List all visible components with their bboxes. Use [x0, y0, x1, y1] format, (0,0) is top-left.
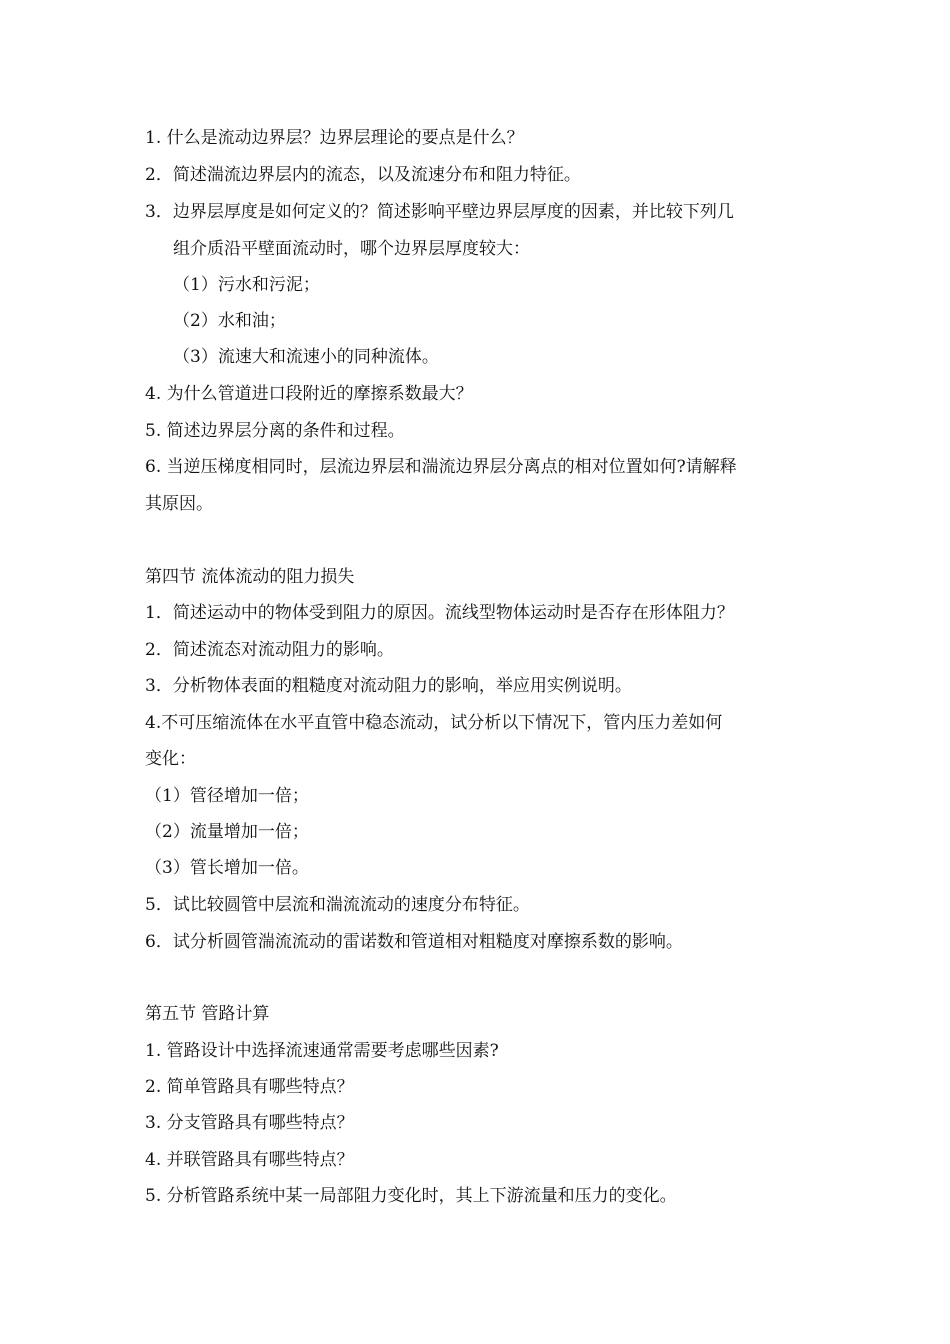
question-6: 6. 当逆压梯度相同时，层流边界层和湍流边界层分离点的相对位置如何?请解释 — [145, 457, 737, 477]
question-5: 5. 简述边界层分离的条件和过程。 — [145, 421, 405, 441]
question-2: 2．简述湍流边界层内的流态，以及流速分布和阻力特征。 — [145, 165, 581, 185]
s4-question-6: 6．试分析圆管湍流流动的雷诺数和管道相对粗糙度对摩擦系数的影响。 — [145, 932, 683, 952]
section-5-title: 第五节 管路计算 — [145, 1004, 270, 1024]
section-4-title: 第四节 流体流动的阻力损失 — [145, 567, 355, 587]
s4-question-4-option-3: （3）管长增加一倍。 — [145, 858, 309, 878]
s4-question-4: 4.不可压缩流体在水平直管中稳态流动，试分析以下情况下，管内压力差如何 — [145, 713, 723, 733]
s5-question-3: 3. 分支管路具有哪些特点？ — [145, 1113, 354, 1133]
question-3-option-3: （3）流速大和流速小的同种流体。 — [173, 347, 439, 367]
question-6-continued: 其原因。 — [145, 494, 213, 514]
question-1: 1. 什么是流动边界层？边界层理论的要点是什么？ — [145, 128, 524, 148]
question-3-option-1: （1）污水和污泥； — [173, 275, 320, 295]
s5-question-4: 4. 并联管路具有哪些特点？ — [145, 1150, 354, 1170]
question-3: 3．边界层厚度是如何定义的？简述影响平壁边界层厚度的因素，并比较下列几 — [145, 202, 734, 222]
s4-question-2: 2．简述流态对流动阻力的影响。 — [145, 640, 394, 660]
question-3-continued: 组介质沿平壁面流动时，哪个边界层厚度较大： — [173, 239, 530, 259]
s4-question-3: 3．分析物体表面的粗糙度对流动阻力的影响，举应用实例说明。 — [145, 676, 632, 696]
s5-question-1: 1. 管路设计中选择流速通常需要考虑哪些因素? — [145, 1041, 499, 1061]
question-3-option-2: （2）水和油； — [173, 311, 286, 331]
s5-question-2: 2. 简单管路具有哪些特点？ — [145, 1077, 354, 1097]
s5-question-5: 5. 分析管路系统中某一局部阻力变化时，其上下游流量和压力的变化。 — [145, 1186, 677, 1206]
s4-question-4-continued: 变化： — [145, 749, 196, 769]
s4-question-4-option-1: （1）管径增加一倍； — [145, 786, 309, 806]
s4-question-1: 1．简述运动中的物体受到阻力的原因。流线型物体运动时是否存在形体阻力？ — [145, 603, 734, 623]
s4-question-4-option-2: （2）流量增加一倍； — [145, 822, 309, 842]
s4-question-5: 5．试比较圆管中层流和湍流流动的速度分布特征。 — [145, 895, 530, 915]
question-4: 4. 为什么管道进口段附近的摩擦系数最大？ — [145, 384, 473, 404]
